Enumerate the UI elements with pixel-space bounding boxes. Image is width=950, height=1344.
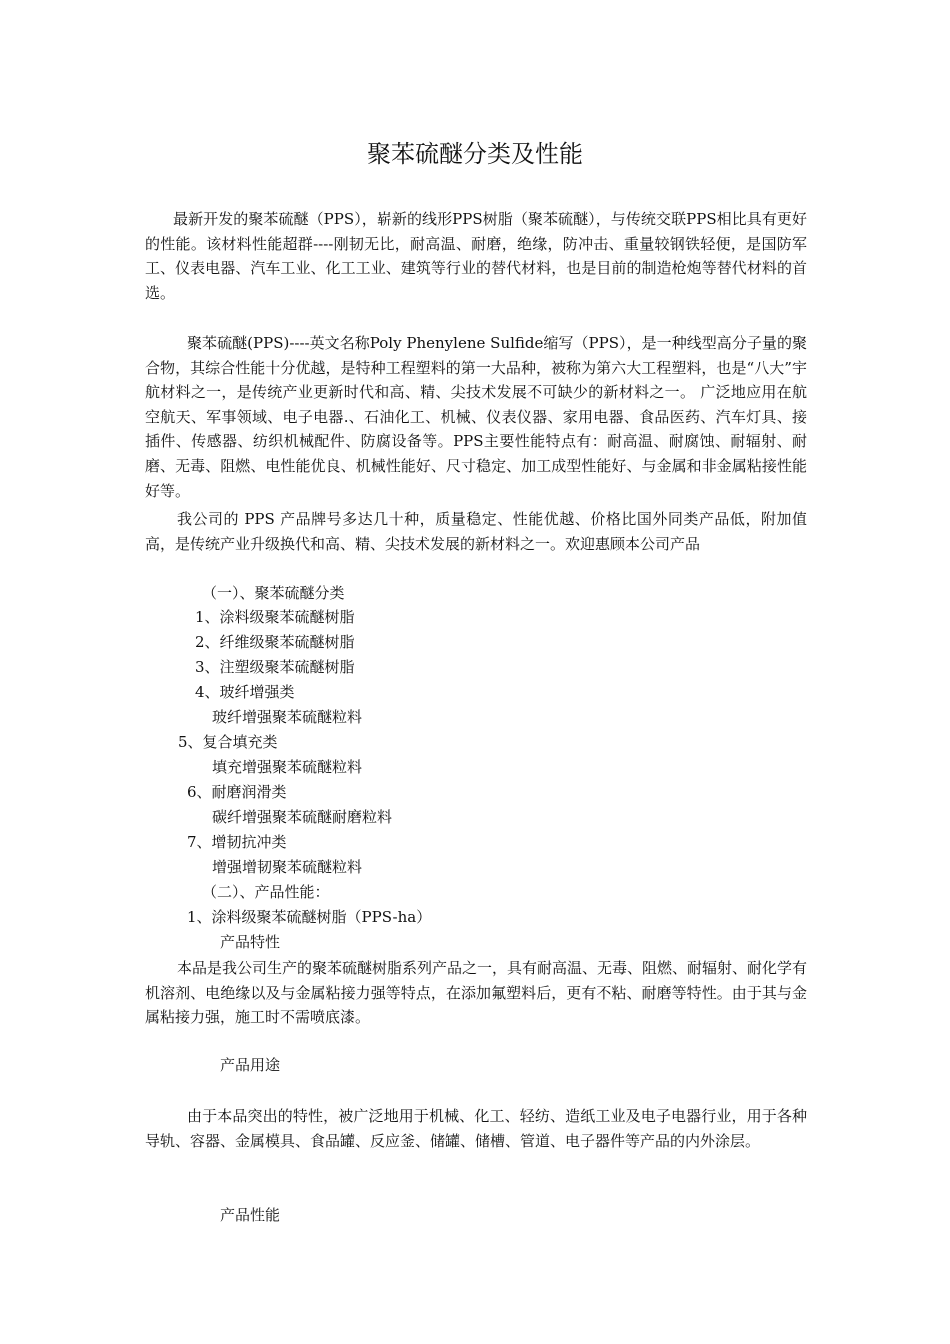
- outline-item-1: 1、涂料级聚苯硫醚树脂: [195, 608, 355, 626]
- outline-item-2: 2、纤维级聚苯硫醚树脂: [195, 633, 355, 651]
- document-title: 聚苯硫醚分类及性能: [367, 140, 583, 168]
- outline-item-4: 4、玻纤增强类: [195, 683, 295, 701]
- usage-heading: 产品用途: [220, 1056, 281, 1074]
- performance-heading: 产品性能: [220, 1206, 281, 1224]
- description-paragraph: 聚苯硫醚(PPS)----英文名称Poly Phenylene Sulfide缩写（PPS），是一种线型高分子量的聚合物，其综合性能十分优越，是特种工程塑料的第一大品种，被称为第六大工程塑料，也是“八大”宇航材料之一，是传统产业更新时代和高、精、尖技术发展不可缺少的新材料之一。 广泛地应用在航空航天、军事领域、电子电器.、石油化工、机械、仪表仪器、家用电器、食品医药、汽车灯具、接插件、传感器、纺织机械配件、防腐设备等。PPS主要性能特点有：耐高温、耐腐蚀、耐辐射、耐磨、无毒、阻燃、电性能优良、机械性能好、尺寸稳定、加工成型性能好、与金属和非金属粘接性能好等。: [145, 334, 807, 500]
- company-paragraph: 我公司的 PPS 产品牌号多达几十种，质量稳定、性能优越、价格比国外同类产品低，附加值高，是传统产业升级换代和高、精、尖技术发展的新材料之一。欢迎惠顾本公司产品: [145, 510, 807, 553]
- outline-subitem-7: 增强增韧聚苯硫醚粒料: [212, 858, 363, 876]
- outline-item-3: 3、注塑级聚苯硫醚树脂: [195, 658, 355, 676]
- outline-item-6: 6、耐磨润滑类: [187, 783, 287, 801]
- features-paragraph: 本品是我公司生产的聚苯硫醚树脂系列产品之一，具有耐高温、无毒、阻燃、耐辐射、耐化学有机溶剂、电绝缘以及与金属粘接力强等特点，在添加氟塑料后，更有不粘、耐磨等特性。由于其与金属粘接力强，施工时不需喷底漆。: [145, 959, 808, 1027]
- outline-item-5: 5、复合填充类: [178, 733, 278, 751]
- outline-subitem-5: 填充增强聚苯硫醚粒料: [212, 758, 363, 776]
- intro-paragraph: 最新开发的聚苯硫醚（PPS），崭新的线形PPS树脂（聚苯硫醚），与传统交联PPS相比具有更好的性能。该材料性能超群----刚韧无比，耐高温、耐磨，绝缘，防冲击、重量较钢铁轻便，是国防军工、仪表电器、汽车工业、化工工业、建筑等行业的替代材料，也是目前的制造枪炮等替代材料的首选。: [145, 210, 807, 302]
- usage-paragraph: 由于本品突出的特性，被广泛地用于机械、化工、轻纺、造纸工业及电子电器行业，用于各种导轨、容器、金属模具、食品罐、反应釜、储罐、储槽、管道、电子器件等产品的内外涂层。: [145, 1107, 807, 1150]
- outline-subitem-6: 碳纤增强聚苯硫醚耐磨粒料: [212, 808, 393, 826]
- outline-item-7: 7、增韧抗冲类: [187, 833, 287, 851]
- features-heading: 产品特性: [220, 933, 281, 951]
- outline-heading-performance: （二）、产品性能：: [202, 883, 330, 901]
- outline-heading-classification: （一）、聚苯硫醚分类: [202, 584, 345, 602]
- outline-subitem-4: 玻纤增强聚苯硫醚粒料: [212, 708, 363, 726]
- outline-product-1: 1、涂料级聚苯硫醚树脂（PPS-ha）: [187, 908, 432, 926]
